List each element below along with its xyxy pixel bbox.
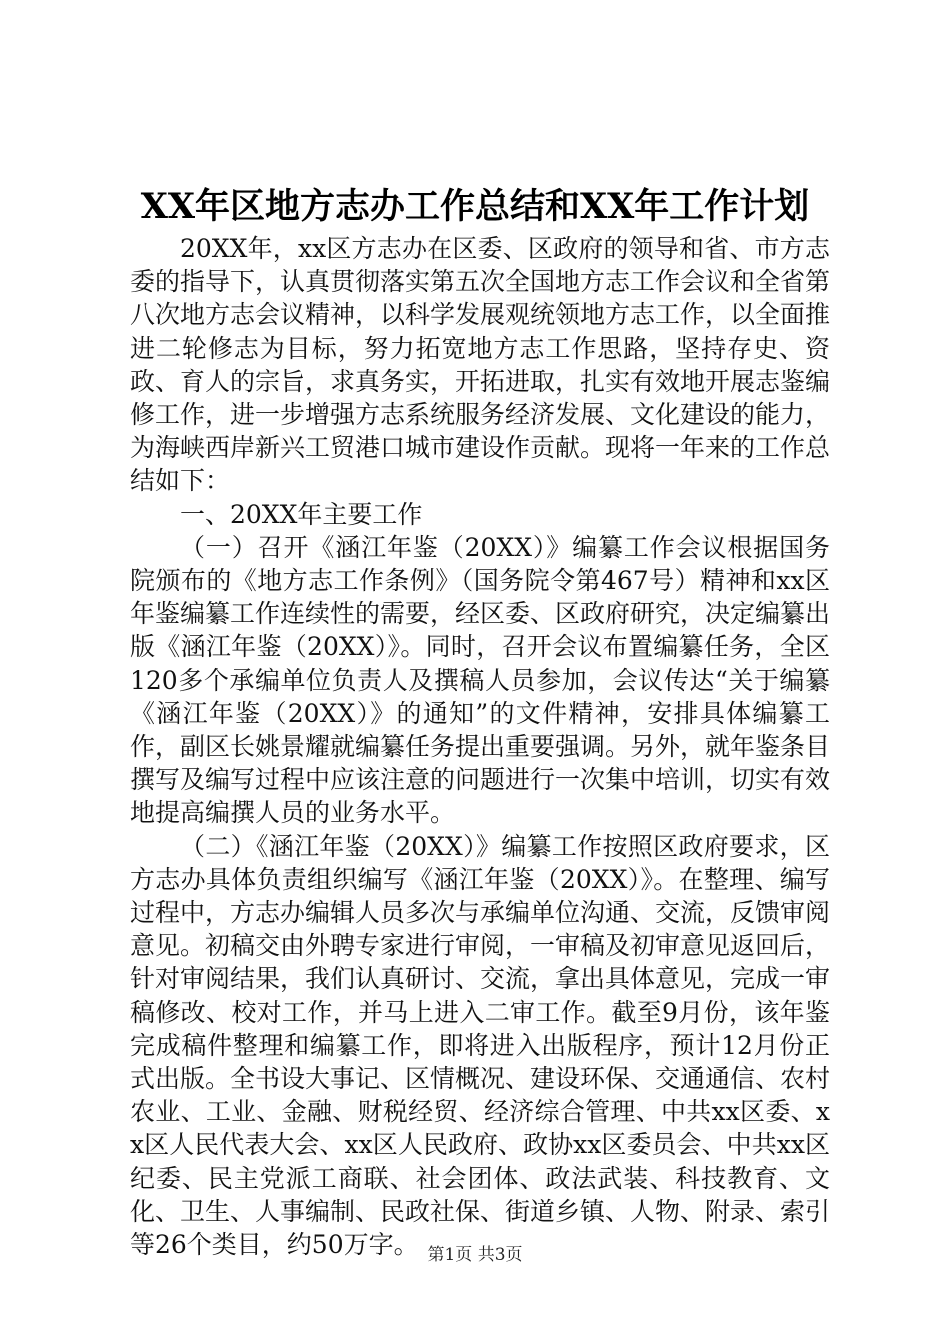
paragraph-item-2: （二）《涵江年鉴（20XX）》编纂工作按照区政府要求，区方志办具体负责组织编写《涵江年鉴（20XX）》。在整理、编写过程中，方志办编辑人员多次与承编单位沟通、交流，反馈审阅意见。初稿交由外聘专家进行审阅，一审稿及初审意见返回后，针对审阅结果，我们认真研讨、交流，拿出具体意见，完成一审稿修改、校对工作，并马上进入二审工作。截至9月份，该年鉴完成稿件整理和编纂工作，即将进入出版程序，预计12月份正式出版。全书设大事记、区情概况、建设环保、交通通信、农村农业、工业、金融、财税经贸、经济综合管理、中共xx区委、xx区人民代表大会、xx区人民政府、政协xx区委员会、中共xx区纪委、民主党派工商联、社会团体、政法武装、科技教育、文化、卫生、人事编制、民政社保、街道乡镇、人物、附录、索引等26个类目，约50万字。: [130, 831, 831, 1260]
page-footer: 第1页 共3页: [427, 1245, 523, 1265]
document-title: XX年区地方志办工作总结和XX年工作计划: [140, 186, 810, 227]
document-body: [130, 232, 830, 1261]
paragraph-item-1: （一）召开《涵江年鉴（20XX）》编纂工作会议根据国务院颁布的《地方志工作条例》（国务院令第467号）精神和xx区年鉴编纂工作连续性的需要，经区委、区政府研究，决定编纂出版《涵江年鉴（20XX）》。同时，召开会议布置编纂任务，全区120多个承编单位负责人及撰稿人员参加，会议传达“关于编纂《涵江年鉴（20XX）》的通知”的文件精神，安排具体编纂工作，副区长姚景耀就编纂任务提出重要强调。另外，就年鉴条目撰写及编写过程中应该注意的问题进行一次集中培训，切实有效地提高编撰人员的业务水平。: [130, 532, 831, 828]
paragraph-intro: 20XX年，xx区方志办在区委、区政府的领导和省、市方志委的指导下，认真贯彻落实第五次全国地方志工作会议和全省第八次地方志会议精神，以科学发展观统领地方志工作，以全面推进二轮修志为目标，努力拓宽地方志工作思路，坚持存史、资政、育人的宗旨，求真务实，开拓进取，扎实有效地开展志鉴编修工作，进一步增强方志系统服务经济发展、文化建设的能力，为海峡西岸新兴工贸港口城市建设作贡献。现将一年来的工作总结如下：: [130, 234, 831, 496]
section-heading: 一、20XX年主要工作: [180, 499, 423, 529]
